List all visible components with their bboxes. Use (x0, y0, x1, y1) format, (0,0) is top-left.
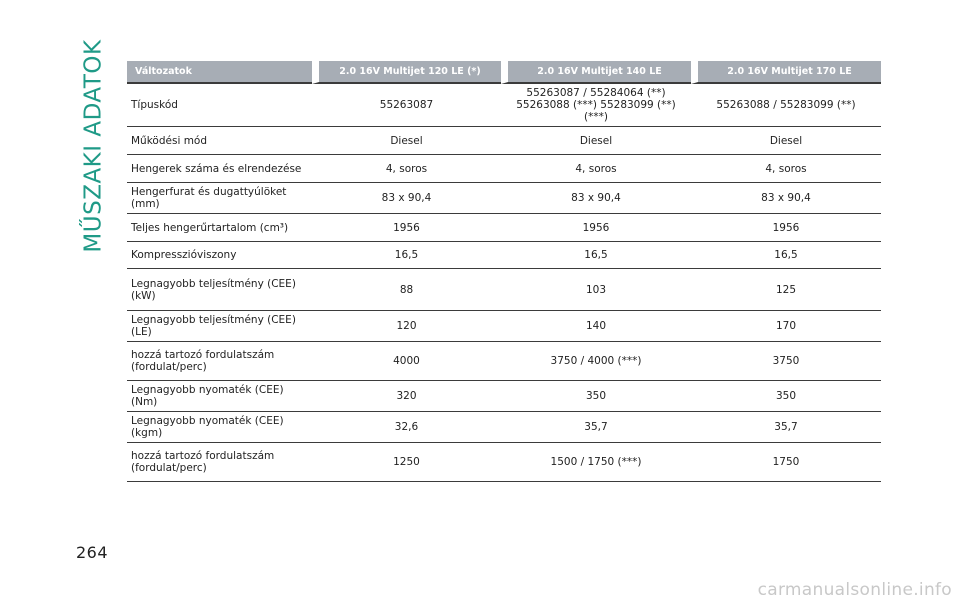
cell-value: 1750 (691, 443, 881, 482)
cell-value: 103 (501, 269, 691, 311)
cell-value: 88 (312, 269, 501, 311)
cell-value: 1956 (501, 214, 691, 242)
engine-spec-table (127, 61, 881, 482)
cell-value: 83 x 90,4 (312, 183, 501, 214)
table-row-max-power-hp (127, 311, 881, 342)
row-label: Hengerek száma és elrendezése (127, 155, 312, 183)
cell-value: 55263087 / 55284064 (**) 55263088 (***) 55283099 (**) (***) (501, 84, 691, 127)
cell-value: Diesel (691, 127, 881, 155)
cell-value: 1956 (691, 214, 881, 242)
cell-value: 120 (312, 311, 501, 342)
cell-value: 4, soros (691, 155, 881, 183)
cell-value: 35,7 (501, 412, 691, 443)
cell-value: 83 x 90,4 (691, 183, 881, 214)
table-row-max-torque-nm (127, 381, 881, 412)
cell-value: 4000 (312, 342, 501, 381)
row-label: Legnagyobb nyomaték (CEE) (kgm) (127, 412, 312, 443)
row-label: Teljes hengerűrtartalom (cm³) (127, 214, 312, 242)
cell-value: 35,7 (691, 412, 881, 443)
row-label: Hengerfurat és dugattyúlöket (mm) (127, 183, 312, 214)
row-label: hozzá tartozó fordulatszám (fordulat/perc) (127, 443, 312, 482)
table-header-row (127, 61, 881, 84)
cell-value: 55263088 / 55283099 (**) (691, 84, 881, 127)
cell-value: 1250 (312, 443, 501, 482)
cell-value: 125 (691, 269, 881, 311)
cell-value: 16,5 (501, 242, 691, 269)
row-label: Legnagyobb teljesítmény (CEE) (LE) (127, 311, 312, 342)
row-label: hozzá tartozó fordulatszám (fordulat/perc) (127, 342, 312, 381)
cell-value: 83 x 90,4 (501, 183, 691, 214)
row-label: Legnagyobb nyomaték (CEE) (Nm) (127, 381, 312, 412)
cell-value: 3750 (691, 342, 881, 381)
row-label: Működési mód (127, 127, 312, 155)
cell-value: 170 (691, 311, 881, 342)
cell-value: 320 (312, 381, 501, 412)
cell-value: 16,5 (312, 242, 501, 269)
table-row-compression-ratio (127, 242, 881, 269)
cell-value: Diesel (312, 127, 501, 155)
cell-value: 140 (501, 311, 691, 342)
column-header-variants: Változatok (127, 61, 312, 84)
section-title (72, 39, 116, 253)
table-row-power-rpm (127, 342, 881, 381)
table-row-max-power-kw (127, 269, 881, 311)
cell-value: 4, soros (501, 155, 691, 183)
cell-value: Diesel (501, 127, 691, 155)
watermark: carmanualsonline.info (757, 580, 952, 600)
table-row-torque-rpm (127, 443, 881, 482)
cell-value: 1956 (312, 214, 501, 242)
cell-value: 4, soros (312, 155, 501, 183)
table-row-displacement (127, 214, 881, 242)
section-title-text: MŰSZAKI ADATOK (81, 39, 108, 253)
row-label: Kompresszióviszony (127, 242, 312, 269)
cell-value: 55263087 (312, 84, 501, 127)
row-label: Típuskód (127, 84, 312, 127)
table-row-operating-mode (127, 127, 881, 155)
page-number: 264 (76, 543, 109, 562)
column-header-140hp: 2.0 16V Multijet 140 LE (501, 61, 691, 84)
row-label: Legnagyobb teljesítmény (CEE) (kW) (127, 269, 312, 311)
table-row-type-code (127, 84, 881, 127)
column-header-170hp: 2.0 16V Multijet 170 LE (691, 61, 881, 84)
cell-value: 1500 / 1750 (***) (501, 443, 691, 482)
cell-value: 350 (501, 381, 691, 412)
cell-value: 32,6 (312, 412, 501, 443)
table-row-bore-stroke (127, 183, 881, 214)
table-row-max-torque-kgm (127, 412, 881, 443)
cell-value: 3750 / 4000 (***) (501, 342, 691, 381)
column-header-120hp: 2.0 16V Multijet 120 LE (*) (312, 61, 501, 84)
table-row-cylinders (127, 155, 881, 183)
cell-value: 350 (691, 381, 881, 412)
cell-value: 16,5 (691, 242, 881, 269)
